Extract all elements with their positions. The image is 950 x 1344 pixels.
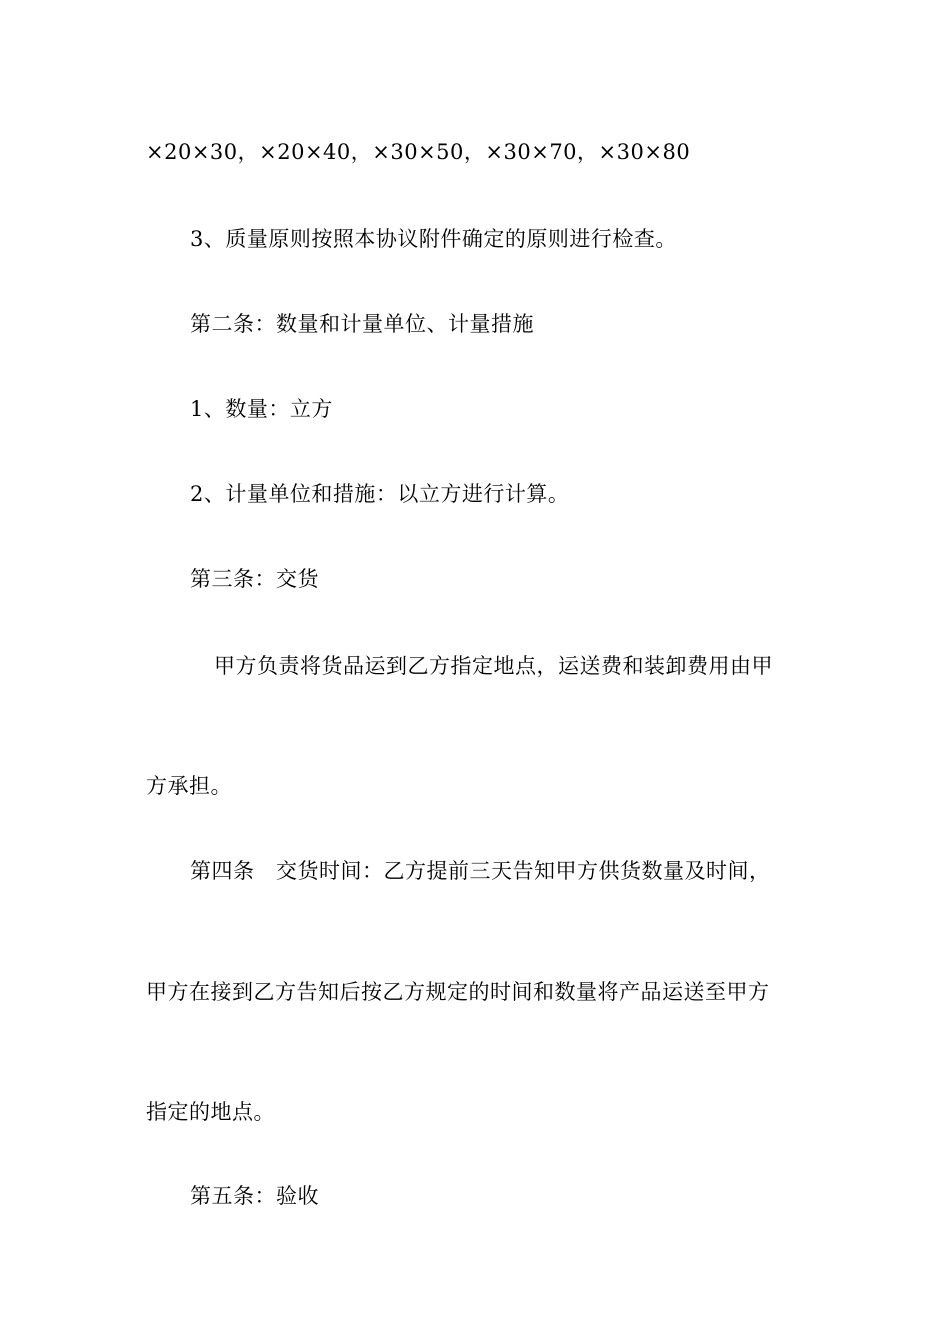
delivery-paragraph-line-1: 甲方负责将货品运到乙方指定地点，运送费和装卸费用由甲 [214, 654, 773, 678]
delivery-paragraph-line-2: 方承担。 [146, 774, 232, 798]
article-four-line-3: 指定的地点。 [146, 1100, 275, 1124]
article-three-heading: 第三条：交货 [190, 567, 319, 591]
article-four-line-1: 第四条 交货时间：乙方提前三天告知甲方供货数量及时间， [190, 859, 771, 883]
measurement-unit-line: 2、计量单位和措施：以立方进行计算。 [190, 482, 570, 506]
quality-clause-line: 3、质量原则按照本协议附件确定的原则进行检查。 [190, 227, 677, 251]
quantity-line: 1、数量：立方 [190, 397, 333, 421]
article-four-line-2: 甲方在接到乙方告知后按乙方规定的时间和数量将产品运送至甲方 [146, 980, 770, 1004]
article-five-heading: 第五条：验收 [190, 1184, 319, 1208]
article-two-heading: 第二条：数量和计量单位、计量措施 [190, 312, 534, 336]
spec-dimensions-line: ×20×30，×20×40，×30×50，×30×70，×30×80 [146, 140, 691, 164]
